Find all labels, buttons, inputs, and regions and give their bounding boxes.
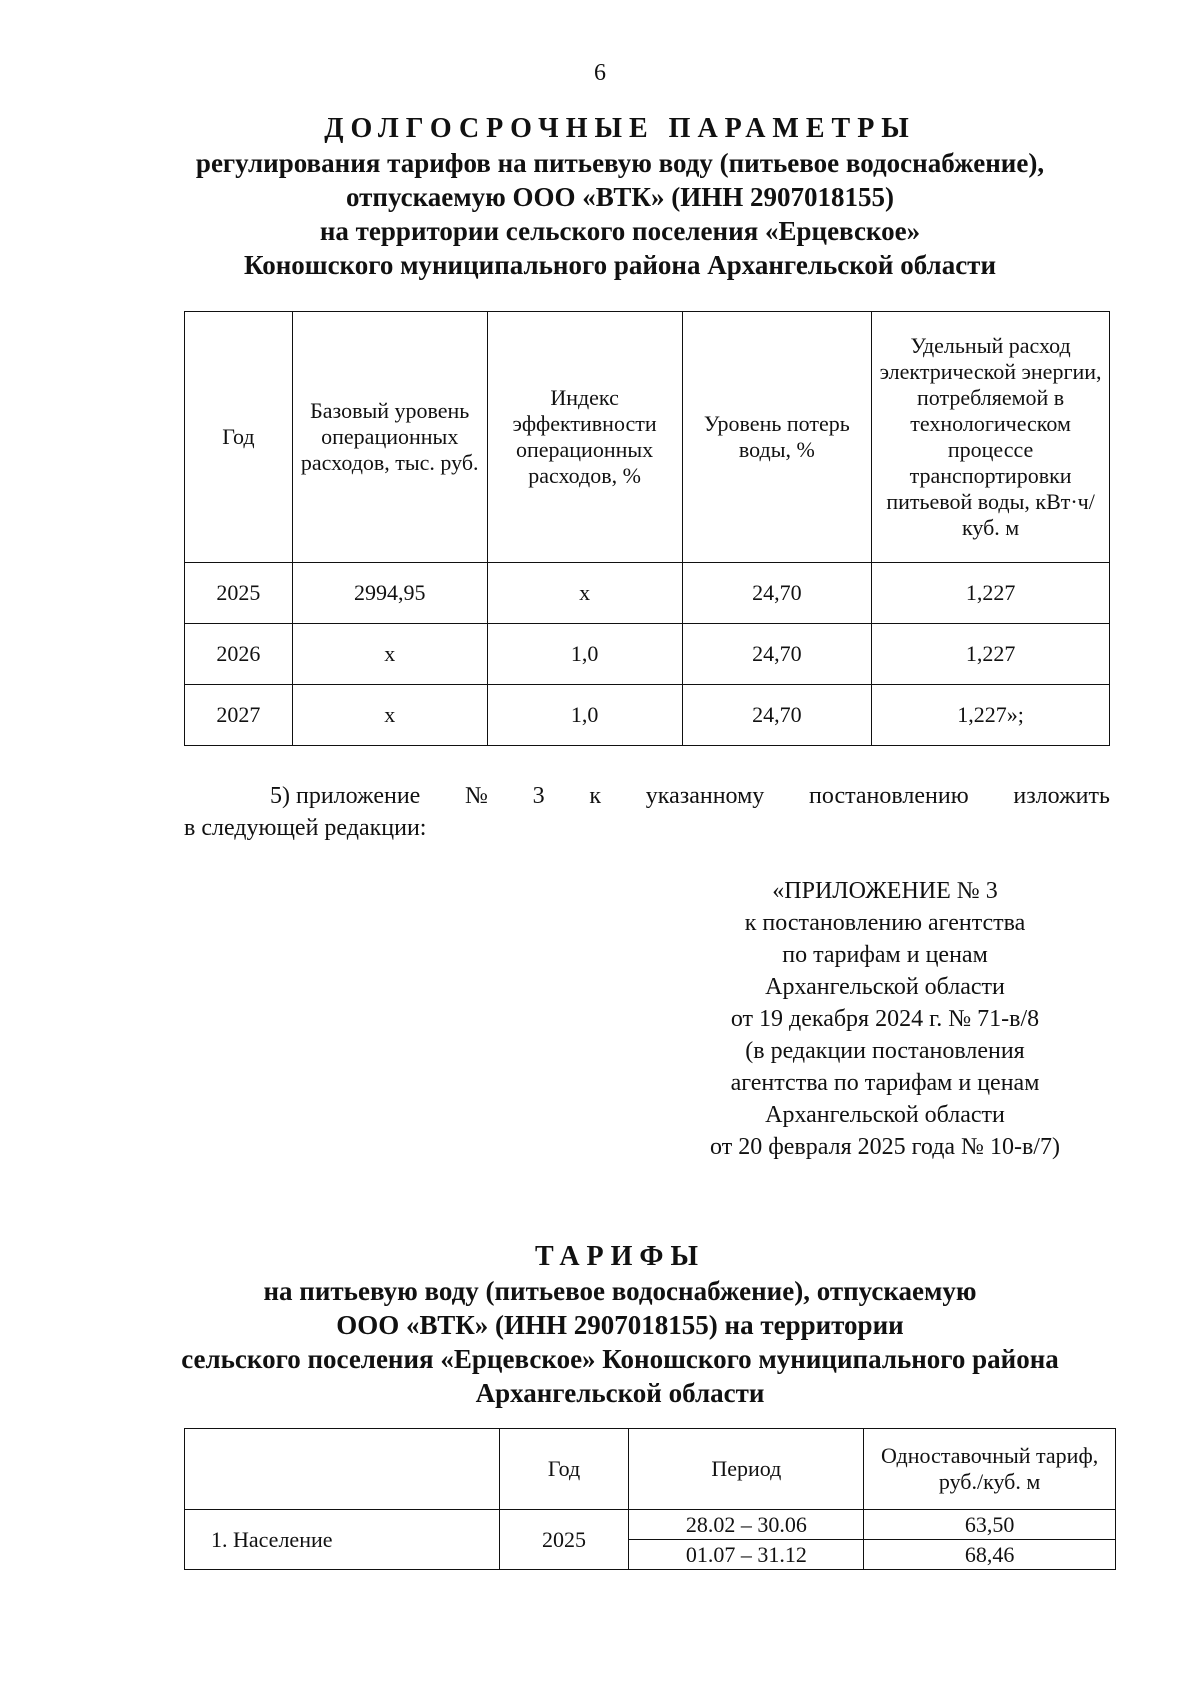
cell-base-opex: x — [292, 685, 487, 746]
cell-tariff: 63,50 — [864, 1510, 1116, 1540]
cell-water-loss: 24,70 — [682, 624, 872, 685]
params-subtitle-line: Коношского муниципального района Архангельской области — [243, 250, 997, 280]
paragraph-continuation: в следующей редакции: — [184, 815, 427, 841]
paragraph-word: к — [589, 783, 602, 809]
params-subtitle-line: на территории сельского поселения «Ерцевское» — [319, 216, 921, 246]
header-efficiency-index: Индекс эффективности операционных расходов, % — [487, 312, 682, 563]
appendix-line: от 20 февраля 2025 года № 10-в/7) — [710, 1134, 1060, 1160]
header-year: Год — [185, 312, 293, 563]
cell-year: 2026 — [185, 624, 293, 685]
cell-tariff: 68,46 — [864, 1540, 1116, 1570]
cell-year: 2027 — [185, 685, 293, 746]
cell-period: 01.07 – 31.12 — [629, 1540, 864, 1570]
header-water-loss: Уровень потерь воды, % — [682, 312, 872, 563]
appendix-line: Архангельской области — [765, 1102, 1005, 1128]
tariff-subtitle-line: сельского поселения «Ерцевское» Коношского муниципального района — [181, 1344, 1059, 1374]
tariff-subtitle-line: ООО «ВТК» (ИНН 2907018155) на территории — [336, 1310, 904, 1340]
tariff-subtitle-line: на питьевую воду (питьевое водоснабжение), отпускаемую — [263, 1276, 977, 1306]
params-table — [184, 311, 1110, 746]
table-row — [185, 1510, 1116, 1540]
appendix-line: к постановлению агентства — [744, 910, 1026, 936]
cell-efficiency-index: 1,0 — [487, 624, 682, 685]
cell-base-opex: x — [292, 624, 487, 685]
paragraph-word: изложить — [1013, 783, 1110, 809]
header-period: Период — [629, 1429, 864, 1510]
table-row — [185, 624, 1110, 685]
paragraph-word: 3 — [532, 783, 545, 809]
appendix-line: от 19 декабря 2024 г. № 71-в/8 — [730, 1006, 1040, 1032]
tariff-title: ТАРИФЫ — [535, 1241, 705, 1272]
header-group — [185, 1429, 500, 1510]
cell-year: 2025 — [185, 563, 293, 624]
cell-period: 28.02 – 30.06 — [629, 1510, 864, 1540]
cell-efficiency-index: 1,0 — [487, 685, 682, 746]
page-number: 6 — [594, 60, 606, 86]
params-subtitle-line: регулирования тарифов на питьевую воду (питьевое водоснабжение), — [195, 148, 1045, 178]
tariff-subtitle-line: Архангельской области — [475, 1378, 765, 1408]
header-energy-consumption: Удельный расход электрической энергии, потребляемой в технологическом процессе транспортировки питьевой воды, кВт·ч/куб. м — [872, 312, 1110, 563]
tariff-table — [184, 1428, 1116, 1570]
paragraph-word: постановлению — [809, 783, 969, 809]
tariff-heading — [150, 1240, 1090, 1410]
cell-energy-consumption: 1,227»; — [872, 685, 1110, 746]
appendix-block — [640, 875, 1130, 1163]
cell-energy-consumption: 1,227 — [872, 624, 1110, 685]
paragraph-first-line — [184, 780, 1110, 812]
header-year: Год — [499, 1429, 629, 1510]
appendix-line: Архангельской области — [765, 974, 1005, 1000]
header-tariff: Одноставочный тариф, руб./куб. м — [864, 1429, 1116, 1510]
cell-efficiency-index: x — [487, 563, 682, 624]
params-header-row — [185, 312, 1110, 563]
cell-water-loss: 24,70 — [682, 563, 872, 624]
paragraph-word: указанному — [645, 783, 765, 809]
appendix-line: (в редакции постановления — [745, 1038, 1025, 1064]
tariff-header-row — [185, 1429, 1116, 1510]
appendix-line: по тарифам и ценам — [782, 942, 988, 968]
cell-base-opex: 2994,95 — [292, 563, 487, 624]
cell-group: 1. Население — [185, 1510, 500, 1570]
header-base-opex: Базовый уровень операционных расходов, тыс. руб. — [292, 312, 487, 563]
table-row — [185, 563, 1110, 624]
cell-water-loss: 24,70 — [682, 685, 872, 746]
params-subtitle-line: отпускаемую ООО «ВТК» (ИНН 2907018155) — [345, 182, 894, 212]
paragraph-word: 5) приложение — [270, 783, 421, 809]
params-title: ДОЛГОСРОЧНЫЕ ПАРАМЕТРЫ — [324, 113, 916, 144]
cell-year: 2025 — [499, 1510, 629, 1570]
paragraph-word: № — [465, 783, 488, 809]
table-row — [185, 685, 1110, 746]
appendix-line: агентства по тарифам и ценам — [730, 1070, 1040, 1096]
appendix-line: «ПРИЛОЖЕНИЕ № 3 — [772, 878, 998, 904]
cell-energy-consumption: 1,227 — [872, 563, 1110, 624]
params-heading — [150, 112, 1090, 282]
